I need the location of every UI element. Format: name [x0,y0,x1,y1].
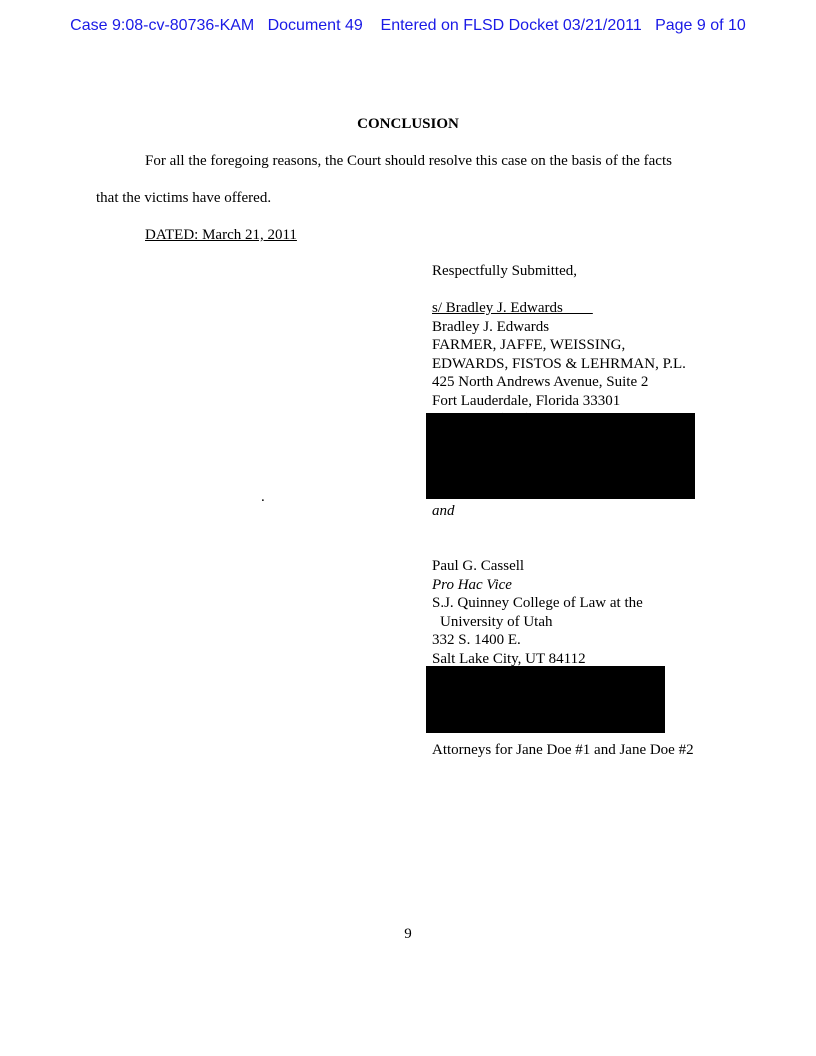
page-number: 9 [404,926,412,942]
firm-line-1: FARMER, JAFFE, WEISSING, [432,337,626,353]
second-attorney-name: Paul G. Cassell [432,558,525,574]
case-header-stamp: Case 9:08-cv-80736-KAM Document 49 Entered on FLSD Docket 03/21/2011 Page 9 of 10 [70,17,746,34]
paragraph-line-2: that the victims have offered. [96,190,272,206]
signature-line: s/ Bradley J. Edwards [432,300,593,316]
org-line-2: University of Utah [440,613,553,630]
signature-block-primary [432,299,686,429]
signature-block-secondary [432,557,643,668]
attorneys-for [432,741,694,760]
signature-closing [432,262,577,281]
closing-text: Respectfully Submitted, [432,263,577,279]
conjunction-text: and [432,503,455,519]
second-address-line-2: Salt Lake City, UT 84112 [432,650,586,667]
paragraph-line-1: For all the foregoing reasons, the Court should resolve this case on the basis of the facts [145,153,672,169]
section-heading: CONCLUSION [357,116,459,132]
redaction-box-1 [426,413,695,499]
redaction-box-2 [426,666,665,733]
address-line-1: 425 North Andrews Avenue, Suite 2 [432,374,649,390]
firm-line-2: EDWARDS, FISTOS & LEHRMAN, P.L. [432,355,686,372]
org-line-1: S.J. Quinney College of Law at the [432,595,643,611]
conjunction [432,502,455,521]
attorney-name: Bradley J. Edwards [432,318,550,335]
stray-mark: . [261,489,265,505]
dated-line: DATED: March 21, 2011 [145,227,297,243]
attorneys-for-text: Attorneys for Jane Doe #1 and Jane Doe #2 [432,742,694,758]
second-address-line-1: 332 S. 1400 E. [432,632,521,648]
address-line-2: Fort Lauderdale, Florida 33301 [432,392,621,409]
pro-hac-vice: Pro Hac Vice [432,576,512,593]
